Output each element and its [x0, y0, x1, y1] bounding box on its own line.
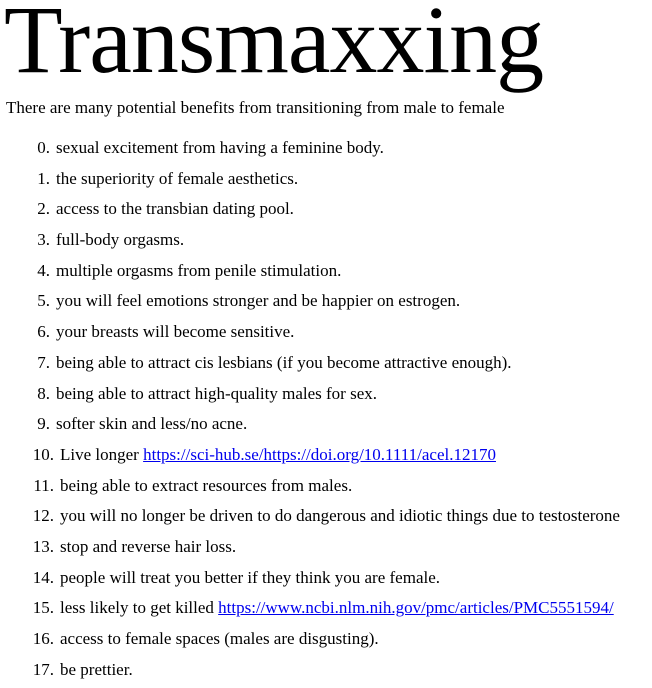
list-item-number: 8.: [37, 383, 50, 403]
list-item: [0, 627, 652, 658]
list-item-number: 15.: [32, 598, 54, 618]
list-item: [0, 504, 652, 535]
list-item-number: 1.: [37, 168, 50, 188]
list-item: [0, 566, 652, 597]
list-item-text-wrap: [60, 443, 496, 467]
list-item-number: 11.: [33, 475, 54, 495]
list-item-text-wrap: [56, 167, 298, 191]
list-item-number: 14.: [32, 567, 54, 587]
list-item-text: you will no longer be driven to do dangerous and idiotic things due to testosterone: [60, 506, 620, 526]
list-item-number: 5.: [37, 291, 50, 311]
list-item-text-wrap: [60, 658, 133, 682]
reference-link[interactable]: https://sci-hub.se/https://doi.org/10.1111/acel.12170: [143, 444, 496, 464]
list-item: [0, 228, 652, 259]
list-item-number: 10.: [32, 444, 54, 464]
list-item-text-wrap: [56, 412, 247, 436]
list-item-number: 0.: [37, 138, 50, 157]
list-item-number: 7.: [37, 352, 50, 372]
list-item-number: 16.: [32, 629, 54, 648]
list-item: [0, 289, 652, 320]
list-item-text-wrap: [56, 228, 184, 252]
list-item-text-wrap: [60, 596, 614, 620]
list-item: [0, 320, 652, 351]
list-item-text: access to the transbian dating pool.: [56, 199, 294, 219]
list-item-text: multiple orgasms from penile stimulation.: [56, 260, 342, 280]
list-item-text-wrap: [56, 382, 377, 406]
list-item: [0, 658, 652, 688]
intro-text: There are many potential benefits from transitioning from male to female: [6, 98, 505, 117]
list-item-text: you will feel emotions stronger and be happier on estrogen.: [56, 291, 461, 311]
list-item: [0, 351, 652, 382]
list-item-text: full-body orgasms.: [56, 230, 185, 250]
list-item-text-wrap: [56, 259, 341, 283]
list-item: [0, 412, 652, 443]
list-item: [0, 259, 652, 290]
list-item-text-wrap: [60, 566, 440, 590]
list-item-text: access to female spaces (males are disgusting).: [60, 629, 379, 648]
list-item-text: being able to attract cis lesbians (if you become attractive enough).: [56, 352, 512, 372]
reference-link[interactable]: https://www.ncbi.nlm.nih.gov/pmc/articles/PMC5551594/: [218, 598, 614, 618]
benefits-list: [0, 136, 652, 688]
list-item-text-wrap: [60, 535, 236, 559]
list-item-text-wrap: [56, 289, 460, 313]
list-item: [0, 443, 652, 474]
page-title: Transmaxxing: [4, 0, 544, 93]
list-item-text: be prettier.: [60, 659, 133, 679]
list-item-text-wrap: [60, 627, 379, 651]
list-item-text-wrap: [56, 197, 294, 221]
list-item-text: the superiority of female aesthetics.: [56, 168, 299, 188]
list-item: [0, 197, 652, 228]
list-item-text-wrap: [60, 504, 620, 528]
list-item-number: 12.: [32, 506, 54, 526]
list-item-text: your breasts will become sensitive.: [56, 322, 295, 342]
list-item-number: 9.: [37, 414, 50, 434]
list-item-text: softer skin and less/no acne.: [56, 414, 248, 434]
list-item-text-wrap: [56, 320, 294, 344]
list-item-text-wrap: [60, 474, 352, 498]
list-item-number: 4.: [37, 260, 50, 280]
list-item-text: being able to attract high-quality males for sex.: [56, 383, 378, 403]
list-item-text: people will treat you better if they think you are female.: [60, 567, 441, 587]
list-item-text: stop and reverse hair loss.: [60, 536, 237, 556]
list-item-text: less likely to get killed: [60, 598, 219, 618]
list-item-number: 13.: [32, 536, 54, 556]
list-item-number: 2.: [37, 199, 50, 219]
list-item-text-wrap: [56, 136, 384, 160]
list-item: [0, 136, 652, 167]
list-item-text: Live longer: [60, 444, 144, 464]
list-item: [0, 535, 652, 566]
list-item-text: being able to extract resources from males.: [60, 475, 353, 495]
list-item-number: 6.: [37, 322, 50, 342]
list-item: [0, 167, 652, 198]
list-item: [0, 596, 652, 627]
list-item-number: 17.: [32, 659, 54, 679]
list-item: [0, 382, 652, 413]
list-item-text: sexual excitement from having a feminine body.: [56, 138, 384, 157]
list-item: [0, 474, 652, 505]
list-item-number: 3.: [37, 230, 50, 250]
list-item-text-wrap: [56, 351, 512, 375]
